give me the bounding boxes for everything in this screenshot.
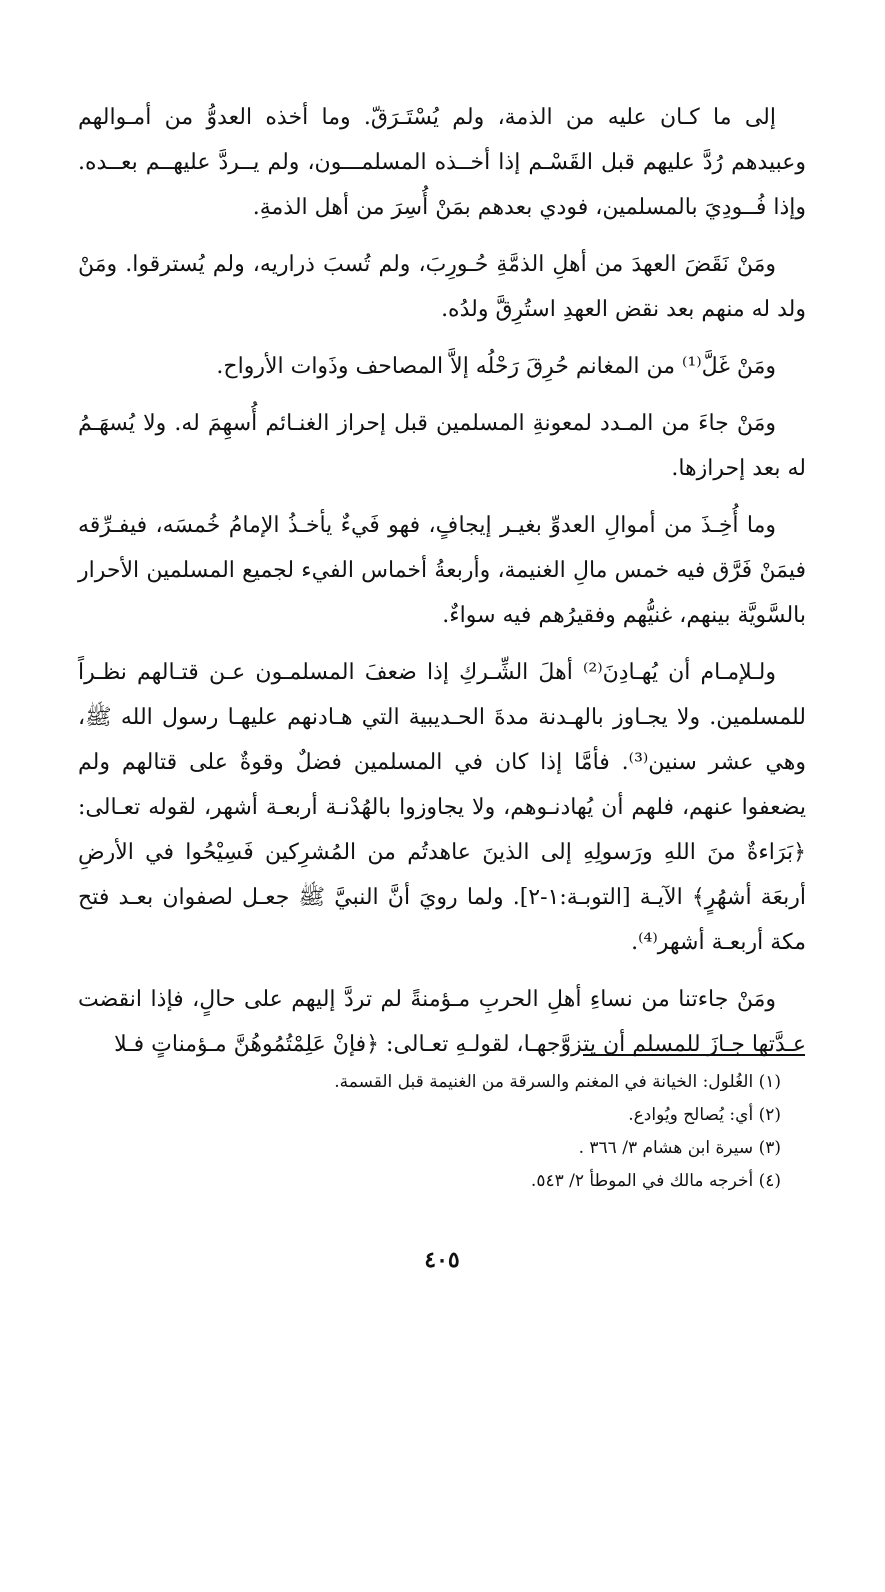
- footnote-divider: [583, 1054, 805, 1056]
- paragraph-4: ومَنْ جاءَ من المـدد لمعونةِ المسلمين قبل إحراز الغنـائم أُسهِمَ له. ولا يُسهَـمُ له بعد إحرازها.: [78, 411, 806, 481]
- paragraph-3: ومَنْ غَلَّ⁽¹⁾ من المغانم حُرِقَ رَحْلُه إلاَّ المصاحف وذَوات الأرواح.: [216, 354, 776, 379]
- footnote-1: (١) الغُلول: الخيانة في المغنم والسرقة من الغنيمة قبل القسمة.: [334, 1072, 781, 1092]
- paragraph-7: ومَنْ جاءتنا من نساءِ أهلِ الحربِ مـؤمنةً لم تردَّ إليهم على حالٍ، فإذا انقضت عـدَّتها جـازَ للمسلم أن يتزوَّجهـا، لقولـهِ تعـالى: ﴿فإنْ عَلِمْتُمُوهُنَّ مـؤمناتٍ فـلا: [78, 987, 806, 1057]
- footnotes: [150, 1066, 805, 1198]
- paragraph-1: إلى ما كـان عليه من الذمة، ولم يُسْتَـرَقّ. وما أخذه العدوُّ من أمـوالهم وعبيدهم رُدَّ عليهم قبل القَسْـم إذا أخــذه المسلمـــون، ولم يــردَّ عليهــم بعــده. وإذا فُــودِيَ بالمسلمين، فودي بعدهم بمَنْ أُسِرَ من أهل الذمةِ.: [78, 105, 806, 220]
- footnote-4: (٤) أخرجه مالك في الموطأ ٢/ ٥٤٣.: [530, 1171, 781, 1191]
- paragraph-2: ومَنْ نَقَضَ العهدَ من أهلِ الذمَّةِ حُـورِبَ، ولم تُسبَ ذراريه، ولم يُسترقوا. ومَنْ ولد له منهم بعد نقض العهدِ استُرِقَّ ولدُه.: [78, 252, 806, 322]
- footnote-3: (٣) سيرة ابن هشام ٣/ ٣٦٦ .: [578, 1138, 781, 1158]
- paragraph-6: ولـلإمـام أن يُهـادِنَ⁽²⁾ أهلَ الشِّـركِ إذا ضعفَ المسلمـون عـن قتـالهم نظـراً للمسلمين. ولا يجـاوز بالهـدنة مدةَ الحـديبية التي هـادنهم عليهـا رسول الله ﷺ، وهي عشر سنين⁽³⁾. فأمَّا إذا كان في المسلمين فضلٌ وقوةٌ على قتالهم ولم يضعفوا عنهم، فلهم أن يُهادنـوهم، ولا يجاوزوا بالهُدْنـة أربعـة أشهر، لقوله تعـالى: ﴿بَرَاءةٌ منَ اللهِ ورَسولِهِ إلى الذينَ عاهدتُم من المُشرِكين فَسِيْحُوا في الأرضِ أربعَة أشهُرٍ﴾ الآيـة [التوبـة:١-٢]. ولما رويَ أنَّ النبيَّ ﷺ جعـل لصفوان بعـد فتح مكة أربعـة أشهر⁽⁴⁾.: [78, 660, 806, 955]
- main-text: [78, 95, 806, 1079]
- page-number: ٤٠٥: [424, 1247, 460, 1273]
- footnote-2: (٢) أي: يُصالح ويُوادع.: [628, 1105, 781, 1125]
- paragraph-5: وما أُخِـذَ من أموالِ العدوِّ بغيـر إيجافٍ، فهو فَيءٌ يأخـذُ الإمامُ خُمسَه، فيفـرِّقه فيمَنْ فَرَّق فيه خمس مالِ الغنيمة، وأربعةُ أخماس الفيء لجميع المسلمين الأحرار بالسَّويَّة بينهم، غنيُّهم وفقيرُهم فيه سواءٌ.: [78, 513, 806, 628]
